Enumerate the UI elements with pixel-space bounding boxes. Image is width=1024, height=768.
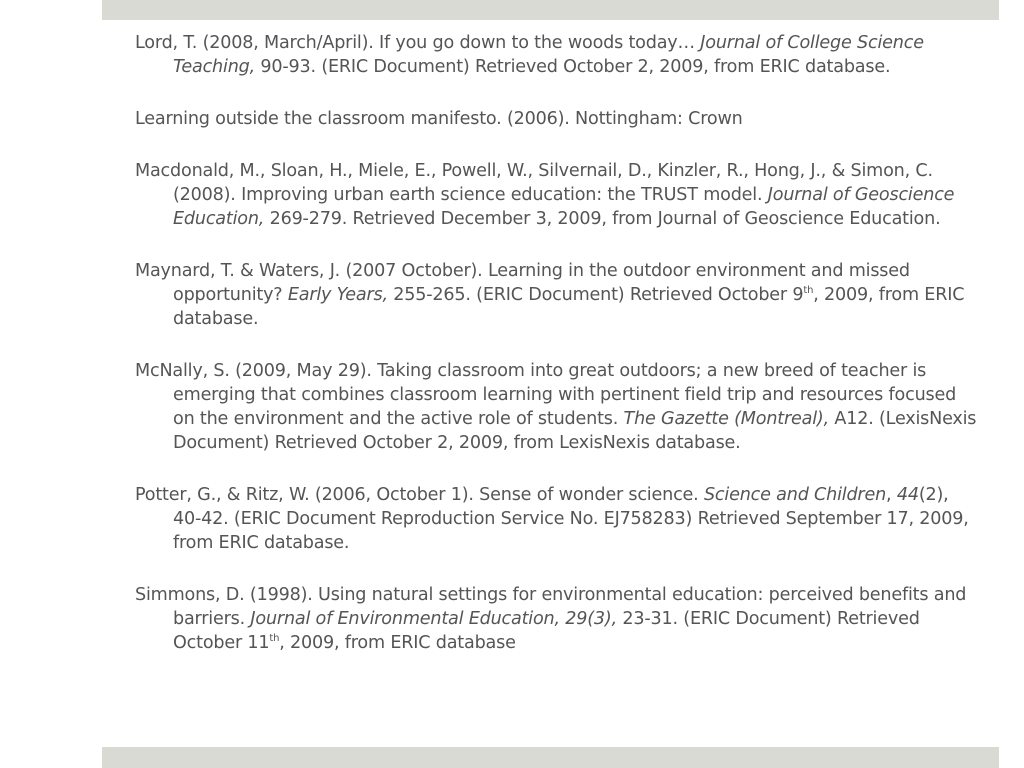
reference-simmons xyxy=(135,583,980,655)
ref-text: 255-265. (ERIC Document) Retrieved October 9 xyxy=(387,285,804,305)
ref-text: , 2009, from ERIC database. xyxy=(173,285,965,329)
reference-macdonald xyxy=(135,159,980,231)
ref-journal: Journal of College Science Teaching, xyxy=(173,33,924,77)
reference-list xyxy=(135,31,980,655)
ref-text: Potter, G., & Ritz, W. (2006, October 1). Sense of wonder science. xyxy=(135,485,704,505)
ref-text: 23-31. (ERIC Document) Retrieved October 11 xyxy=(173,609,920,653)
ref-journal: Science and Children xyxy=(703,485,887,505)
ref-text: 269-279. Retrieved December 3, 2009, from Journal of Geoscience Education. xyxy=(264,209,941,229)
reference-mcnally xyxy=(135,359,980,455)
ref-text: from ERIC database. xyxy=(714,57,891,77)
ref-text: McNally, S. (2009, May 29). Taking classroom into great outdoors; a new breed of teacher is emerging that combines classroom learning with pertinent field trip and resources focused on the environment and the active role of students. xyxy=(135,361,957,429)
reference-lord xyxy=(135,31,980,79)
ref-text: Learning outside the classroom manifesto. (2006). Nottingham: Crown xyxy=(135,109,743,129)
ref-superscript: th xyxy=(269,633,280,645)
ref-text: Simmons, D. (1998). Using natural settings for environmental education: perceived benefits and barriers. xyxy=(135,585,967,629)
ref-volume: 44 xyxy=(896,485,919,505)
ref-text: (2), 40-42. (ERIC Document Reproduction Service No. EJ758283) Retrieved September 17, 2009, from ERIC database. xyxy=(173,485,969,553)
ref-text: , xyxy=(886,485,897,505)
reference-potter xyxy=(135,483,980,555)
ref-journal: Journal of Environmental Education, 29(3), xyxy=(250,609,617,629)
ref-text: Macdonald, M., Sloan, H., Miele, E., Powell, W., Silvernail, D., Kinzler, R., Hong, J., & Simon, C. (2008). Improving urban earth science education: the TRUST model. xyxy=(135,161,933,205)
top-band xyxy=(102,0,999,20)
ref-superscript: th xyxy=(803,285,814,297)
ref-text: Lord, T. (2008, March/April). If you go down to the woods today… xyxy=(135,33,701,53)
reference-manifesto xyxy=(135,107,980,131)
ref-text: , 2009, from ERIC database xyxy=(279,633,516,653)
ref-journal: The Gazette (Montreal), xyxy=(623,409,829,429)
reference-maynard xyxy=(135,259,980,331)
ref-journal: Early Years, xyxy=(287,285,388,305)
ref-journal: Journal of Geoscience Education, xyxy=(173,185,955,229)
ref-text: A12. (LexisNexis Document) Retrieved October 2, 2009, from LexisNexis database. xyxy=(173,409,977,453)
ref-text: 90-93. (ERIC Document) Retrieved October 2, 2009, xyxy=(255,57,709,77)
bottom-band xyxy=(102,747,999,768)
ref-text: Maynard, T. & Waters, J. (2007 October). Learning in the outdoor environment and missed opportunity? xyxy=(135,261,910,305)
